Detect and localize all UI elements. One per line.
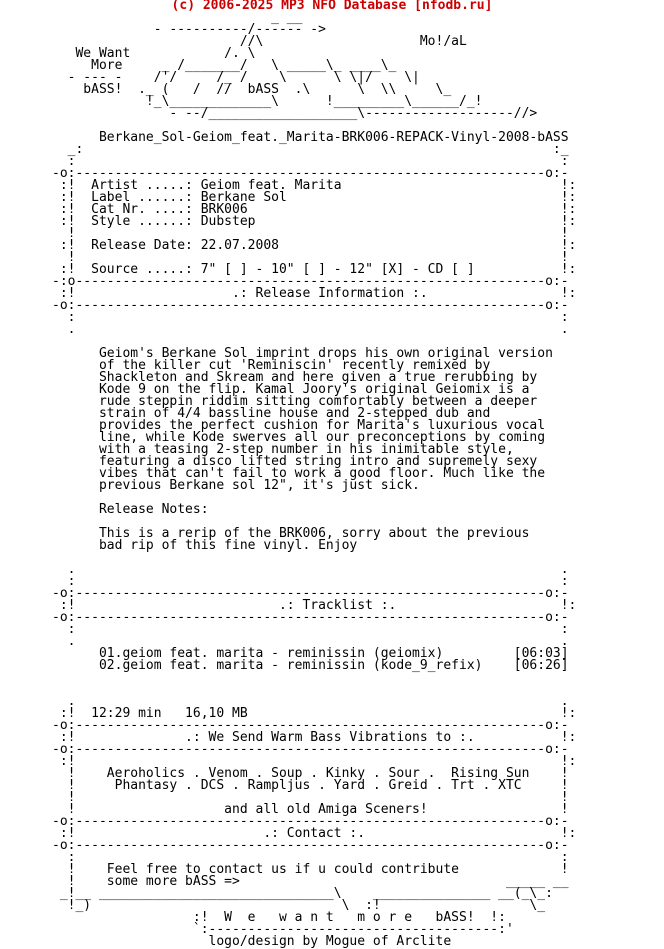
site-credit-header: (c) 2006-2025 MP3 NFO Database [nfodb.ru] (171, 0, 493, 13)
nfo-text-body: _ __ - ----------/------ -> //\ Mo!/aL We Want /. \ More _ /_______/ \ _____\_ ____\_ - --- - /'/ /_ / \ \ \|/ \| bASS! ._ ( / // bASS .\ \ \\ \_ !_\_____________\ !_________\______/_! - --/___________________\-------------------//> Berkane_Sol-Geiom_feat._Marita-BRK006-REPACK-Vinyl-2008-bASS _: :_ : : -o:------------------------------------------------------------o:- :! Artist .....: Geiom feat. Marita !: :! Label ......: Berkane Sol !: :! Cat Nr. ....: BRK006 !: :! Style ......: Dubstep !: ! ! :! Release Date: 22.07.2008 !: ! ! :! Source .....: 7" [ ] - 10" [ ] - 12" [X] - CD [ ] !: -:o------------------------------------------------------------o:- :! .: Release Information :. !: -o:------------------------------------------------------------o:- : : . . Geiom's Berkane Sol imprint drops his own original version of the killer cut 'Reminiscin' recently remixed by Shackleton and Skream and here given a true rerubbing by Kode 9 on the flip. Kamal Joory's original Geiomix is a rude steppin riddim sitting comfortably between a deeper strain of 4/4 bassline house and 2-stepped dub and provides the perfect cushion for Marita's luxurious vocal line, while Kode swerves all our preconceptions by coming with a teasing 2-step number in his inimitable style, featuring a disco lifted string intro and supremely sexy vibes that can't fail to work a good floor. Much like the previous Berkane sol 12", it's just sick. Release Notes: This is a rerip of the BRK006, sorry about the previous bad rip of this fine vinyl. Enjoy . . : : -o:------------------------------------------------------------o:- :! .: Tracklist :. !: -o:------------------------------------------------------------o:- : : . . 01.geiom feat. marita - reminissin (geiomix) [06:03] 02.geiom feat. marita - reminissin (kode_9_refix) [06:26] . . :! 12:29 min 16,10 MB !: -o:------------------------------------------------------------o:- :! .: We Send Warm Bass Vibrations to :. !: -o:------------------------------------------------------------o:- :! !: ! Aeroholics . Venom . Soup . Kinky . Sour . Rising Sun ! ! Phantasy . DCS . Rampljus . Yard . Greid . Trt . XTC ! ! ! ! and all old Amiga Sceners! ! -o:------------------------------------------------------------o:- :! .: Contact :. !: -o:------------------------------------------------------------o:- : : ! Feel free to contact us if u could contribute ! ! some more bASS => _____ __ _!__ ______________________________\ _______________ __(_\_: !_) \ :! \_ :! W e w a n t m o r e bASS! !: `:-------------------------------------:' logo/design by Mogue of Arclite (52, 10, 577, 949)
